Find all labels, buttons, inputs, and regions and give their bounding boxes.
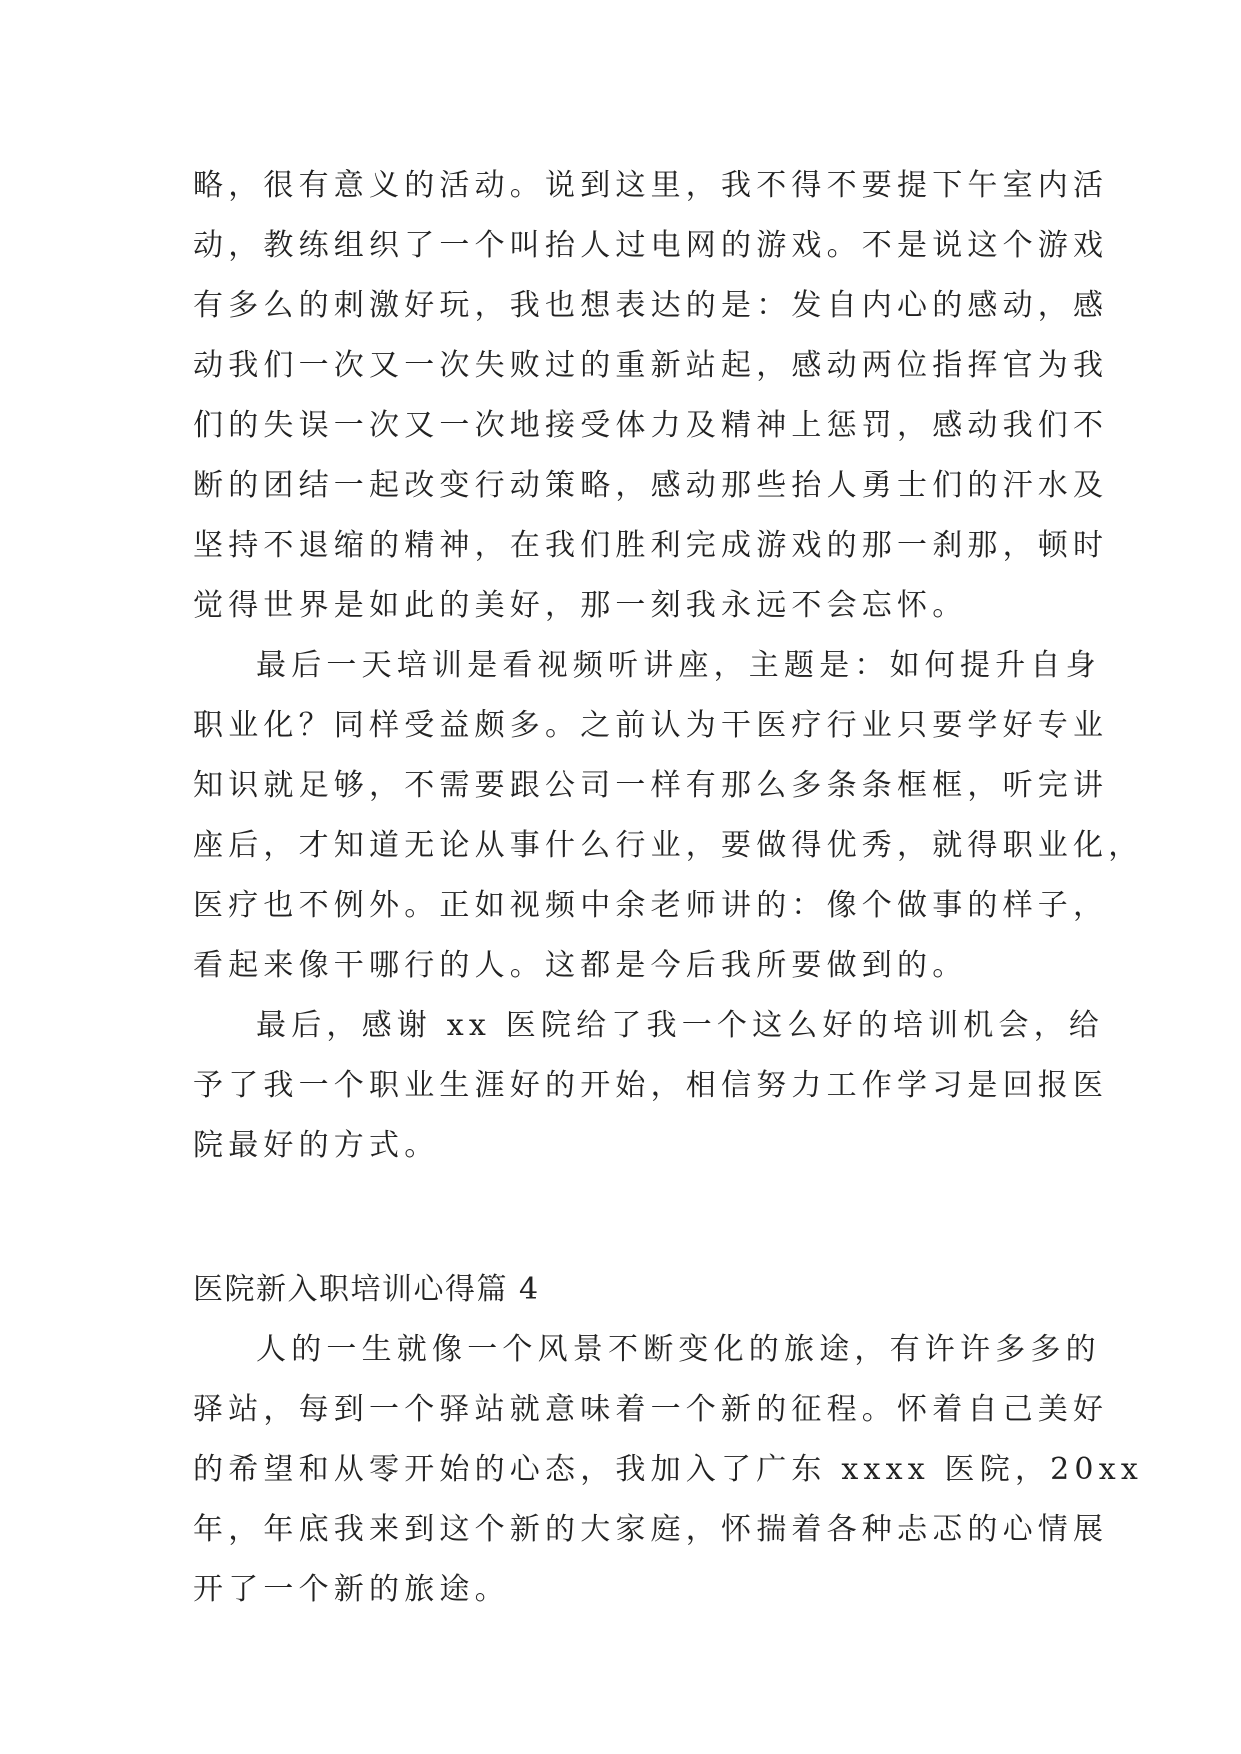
- text-line: 坚持不退缩的精神，在我们胜利完成游戏的那一刹那，顿时: [193, 528, 1109, 563]
- text-line: 动，教练组织了一个叫抬人过电网的游戏。不是说这个游戏: [193, 228, 1109, 263]
- text-line: 院最好的方式。: [193, 1128, 440, 1163]
- document-body: [193, 156, 1144, 1620]
- text-line: 看起来像干哪行的人。这都是今后我所要做到的。: [193, 948, 968, 983]
- section-gap: [193, 1176, 1053, 1260]
- text-line: 觉得世界是如此的美好，那一刻我永远不会忘怀。: [193, 588, 968, 623]
- text-line: 年，年底我来到这个新的大家庭，怀揣着各种忐忑的心情展: [193, 1512, 1109, 1547]
- paragraph-outdoor-activity: [193, 156, 1109, 636]
- text-line: 最后一天培训是看视频听讲座，主题是：如何提升自身: [256, 648, 1101, 683]
- text-line: 予了我一个职业生涯好的开始，相信努力工作学习是回报医: [193, 1068, 1109, 1103]
- text-line: 的希望和从零开始的心态，我加入了广东 xxxx 医院，20xx: [193, 1452, 1143, 1487]
- text-line: 有多么的刺激好玩，我也想表达的是：发自内心的感动，感: [193, 288, 1109, 323]
- text-line: 断的团结一起改变行动策略，感动那些抬人勇士们的汗水及: [193, 468, 1109, 503]
- paragraph-thanks: [193, 996, 1109, 1176]
- text-line: 最后，感谢 xx 医院给了我一个这么好的培训机会，给: [256, 1008, 1105, 1043]
- text-line: 略，很有意义的活动。说到这里，我不得不要提下午室内活: [193, 168, 1109, 203]
- text-line: 职业化？同样受益颇多。之前认为干医疗行业只要学好专业: [193, 708, 1109, 743]
- paragraph-journey: [193, 1320, 1143, 1620]
- text-line: 驿站，每到一个驿站就意味着一个新的征程。怀着自己美好: [193, 1392, 1109, 1427]
- section-heading: 医院新入职培训心得篇 4: [193, 1272, 540, 1307]
- text-line: 们的失误一次又一次地接受体力及精神上惩罚，感动我们不: [193, 408, 1109, 443]
- text-line: 座后，才知道无论从事什么行业，要做得优秀，就得职业化，: [193, 828, 1144, 863]
- text-line: 医疗也不例外。正如视频中余老师讲的：像个做事的样子，: [193, 888, 1109, 923]
- text-line: 动我们一次又一次失败过的重新站起，感动两位指挥官为我: [193, 348, 1109, 383]
- text-line: 开了一个新的旅途。: [193, 1572, 510, 1607]
- paragraph-final-day-lecture: [193, 636, 1144, 996]
- text-line: 知识就足够，不需要跟公司一样有那么多条条框框，听完讲: [193, 768, 1109, 803]
- text-line: 人的一生就像一个风景不断变化的旅途，有许许多多的: [256, 1332, 1101, 1367]
